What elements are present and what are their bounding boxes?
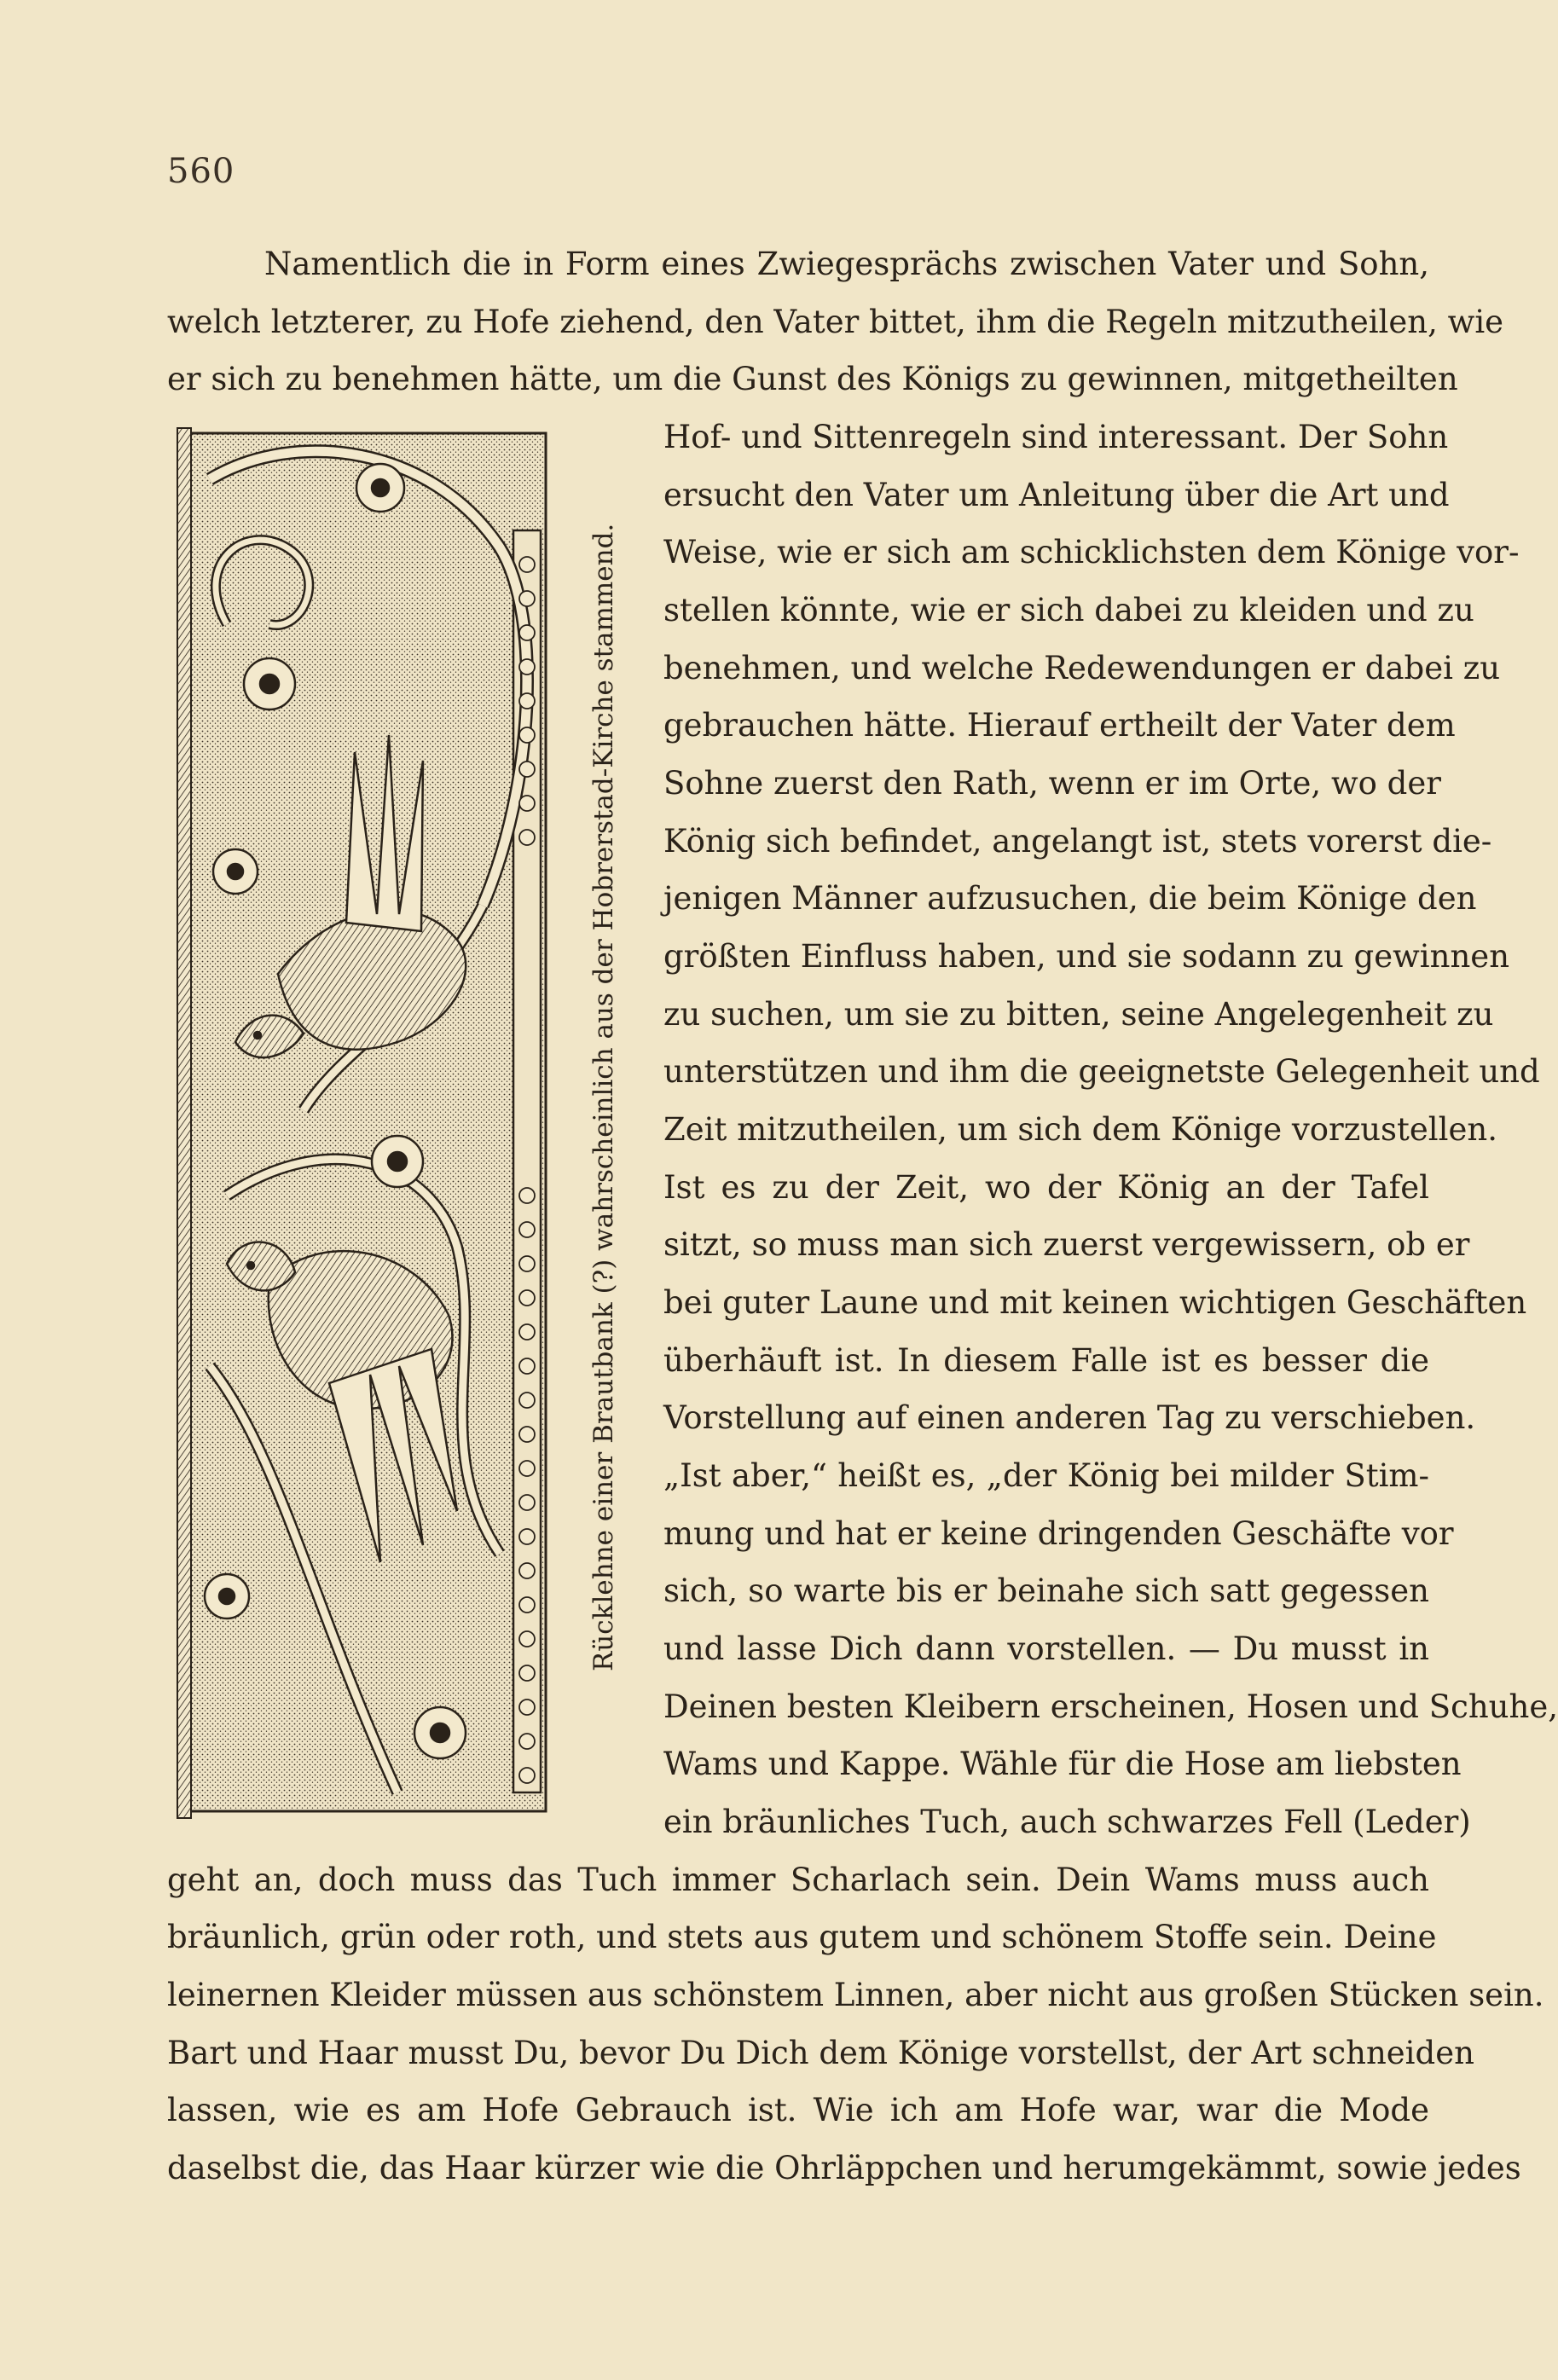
text-line: größten Einfluss haben, und sie sodann zu gewinnen xyxy=(663,938,1510,975)
text-line: zu suchen, um sie zu bitten, seine Angelegenheit zu xyxy=(663,996,1494,1033)
text-line: König sich befindet, angelangt ist, stets vorerst die- xyxy=(663,823,1492,860)
text-line: ersucht den Vater um Anleitung über die Art und xyxy=(663,477,1450,513)
text-line: gebrauchen hätte. Hierauf ertheilt der Vater dem xyxy=(663,707,1456,744)
text-line: Ist es zu der Zeit, wo der König an der Tafel xyxy=(663,1169,1429,1206)
text-line: bräunlich, grün oder roth, und stets aus gutem und schönem Stoffe sein. Deine xyxy=(167,1919,1437,1955)
text-line: geht an, doch muss das Tuch immer Scharlach sein. Dein Wams muss auch xyxy=(167,1862,1429,1898)
text-line: Hof- und Sittenregeln sind interessant. Der Sohn xyxy=(663,419,1449,455)
text-line: unterstützen und ihm die geeignetste Gelegenheit und xyxy=(663,1053,1540,1090)
text-line: Vorstellung auf einen anderen Tag zu verschieben. xyxy=(663,1399,1476,1436)
text-line: Namentlich die in Form eines Zwiegesprächs zwischen Vater und Sohn, xyxy=(264,246,1429,282)
text-line: Weise, wie er sich am schicklichsten dem Könige vor- xyxy=(663,534,1520,570)
text-line: er sich zu benehmen hätte, um die Gunst des Königs zu gewinnen, mitgetheilten xyxy=(167,361,1458,397)
text-line: „Ist aber,“ heißt es, „der König bei milder Stim- xyxy=(663,1457,1429,1494)
text-line: jenigen Männer aufzusuchen, die beim Könige den xyxy=(663,880,1477,917)
text-line: sich, so warte bis er beinahe sich satt gegessen xyxy=(663,1572,1429,1609)
text-line: und lasse Dich dann vorstellen. — Du musst in xyxy=(663,1630,1429,1667)
page-number: 560 xyxy=(167,152,235,191)
text-line: Zeit mitzutheilen, um sich dem Könige vorzustellen. xyxy=(663,1111,1497,1148)
text-line: Deinen besten Kleibern erscheinen, Hosen und Schuhe, xyxy=(663,1688,1558,1725)
text-line: sitzt, so muss man sich zuerst vergewissern, ob er xyxy=(663,1226,1470,1263)
figure-caption: Rücklehne einer Brautbank (?) wahrscheinlich aus der Hobrerstad-Kirche stammend. xyxy=(588,523,619,1671)
text-line: Bart und Haar musst Du, bevor Du Dich dem Könige vorstellst, der Art schneiden xyxy=(167,2035,1474,2071)
text-line: ein bräunliches Tuch, auch schwarzes Fell (Leder) xyxy=(663,1804,1471,1840)
text-line: leinernen Kleider müssen aus schönstem Linnen, aber nicht aus großen Stücken sein. xyxy=(167,1977,1544,2013)
text-line: Wams und Kappe. Wähle für die Hose am liebsten xyxy=(663,1746,1462,1782)
text-line: benehmen, und welche Redewendungen er dabei zu xyxy=(663,650,1501,686)
carved-bench-illustration xyxy=(176,428,559,1818)
text-line: welch letzterer, zu Hofe ziehend, den Vater bittet, ihm die Regeln mitzutheilen, wie xyxy=(167,304,1504,340)
text-line: stellen könnte, wie er sich dabei zu kleiden und zu xyxy=(663,592,1474,628)
text-line: Sohne zuerst den Rath, wenn er im Orte, wo der xyxy=(663,765,1441,802)
text-line: mung und hat er keine dringenden Geschäfte vor xyxy=(663,1515,1454,1552)
text-line: daselbst die, das Haar kürzer wie die Ohrläppchen und herumgekämmt, sowie jedes xyxy=(167,2150,1521,2186)
text-line: lassen, wie es am Hofe Gebrauch ist. Wie ich am Hofe war, war die Mode xyxy=(167,2092,1429,2128)
text-line: bei guter Laune und mit keinen wichtigen Geschäften xyxy=(663,1284,1527,1321)
text-line: überhäuft ist. In diesem Falle ist es besser die xyxy=(663,1342,1429,1379)
